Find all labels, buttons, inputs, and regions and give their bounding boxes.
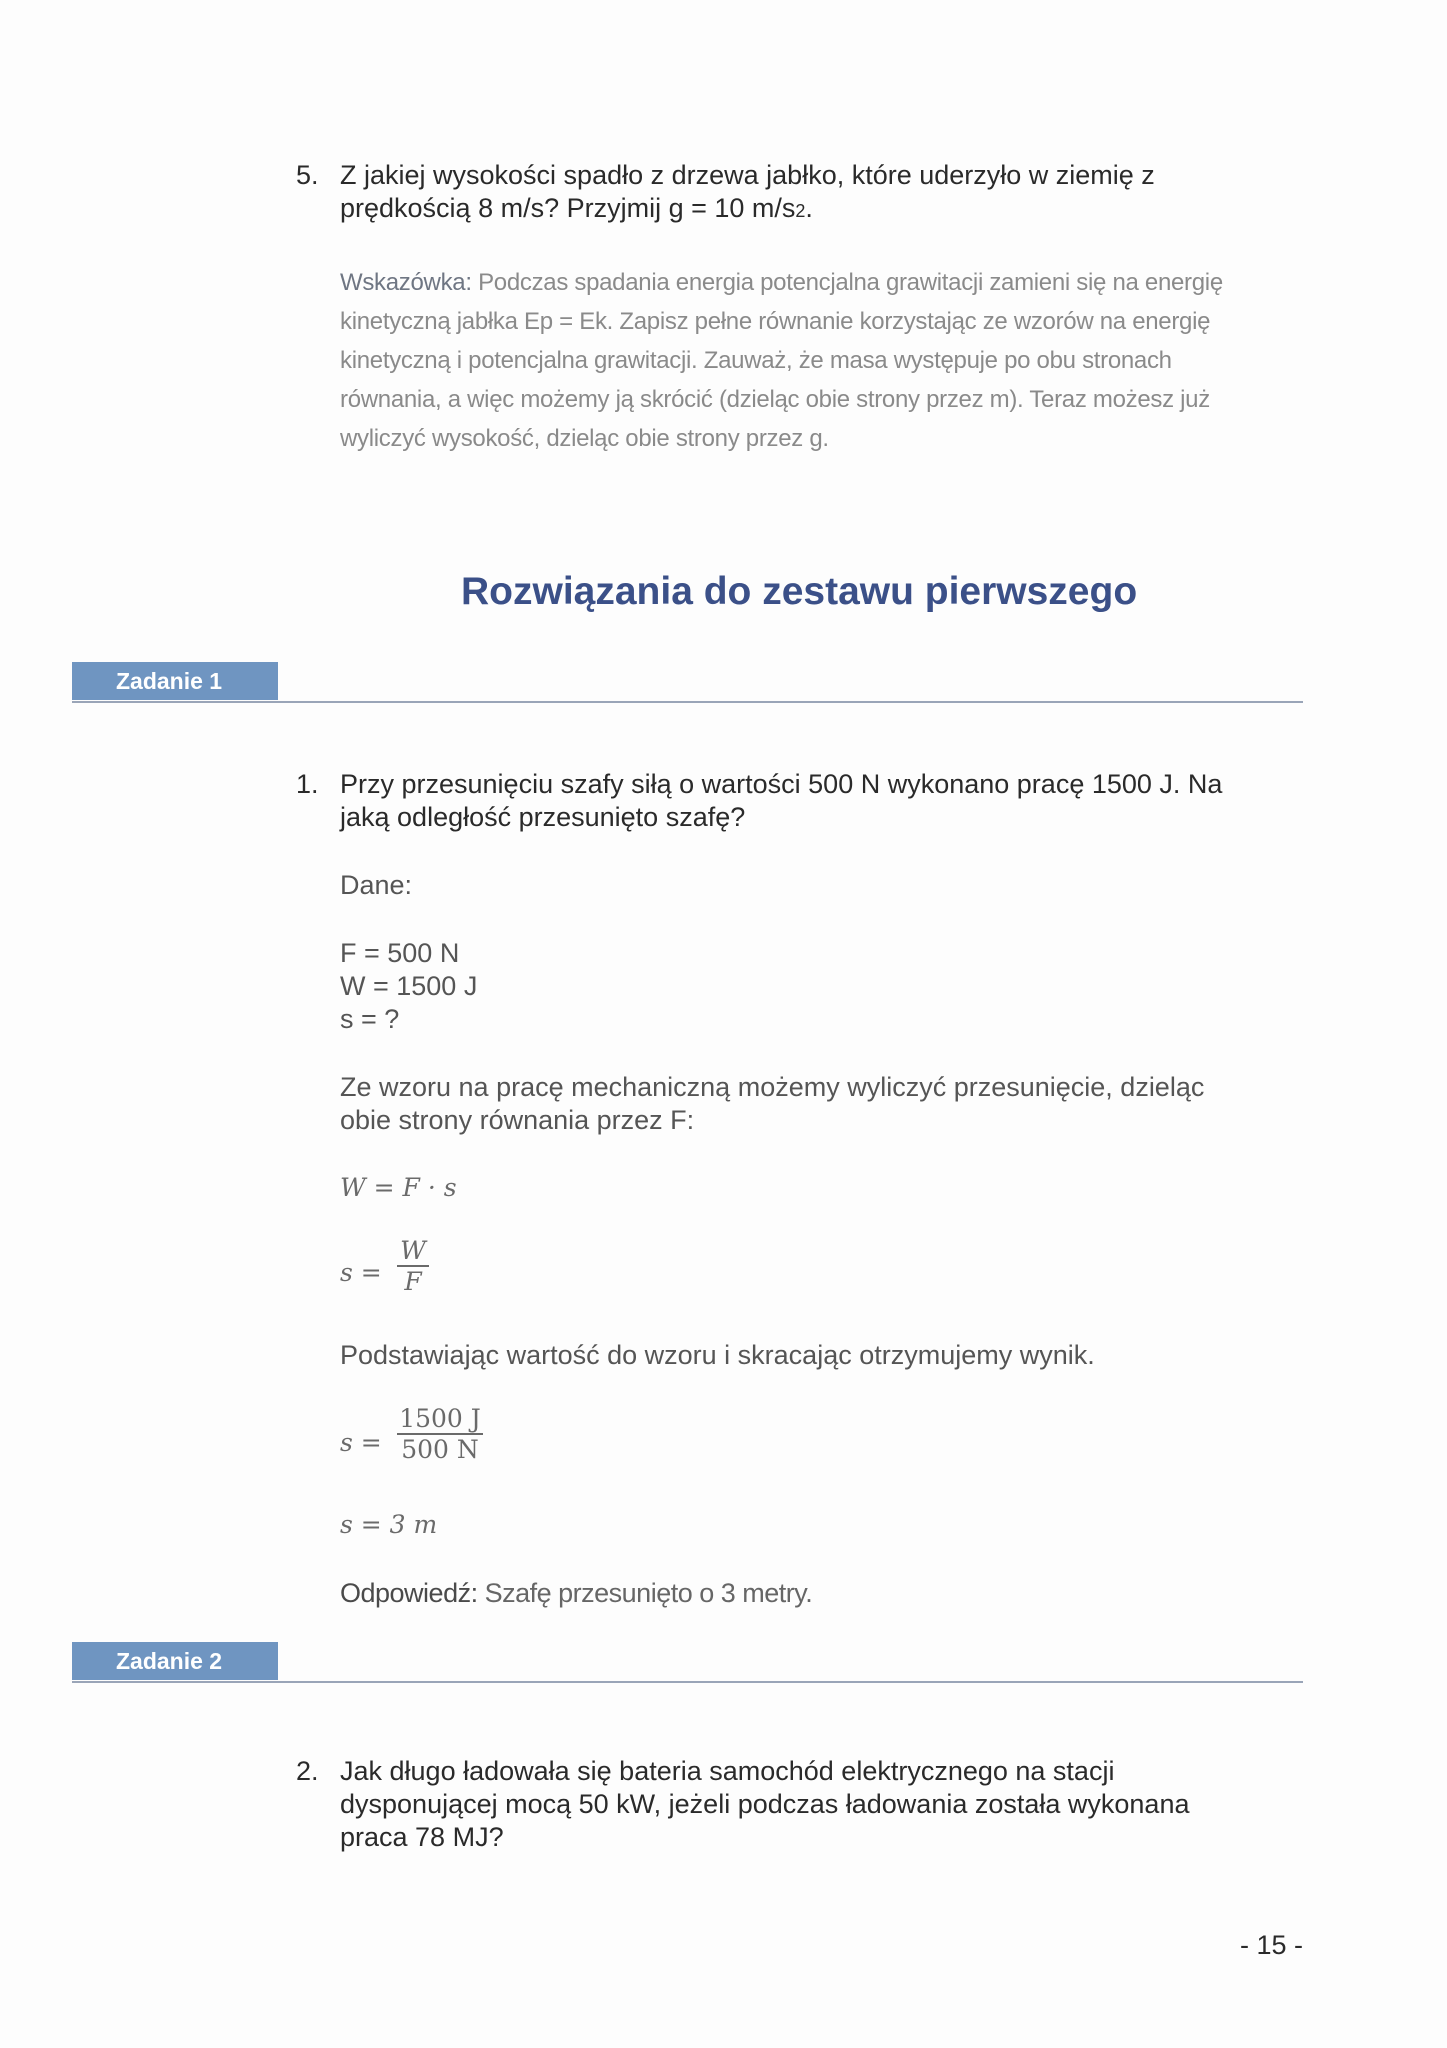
hint-line-4: równania, a więc możemy ją skrócić (dzieląc obie strony przez m). Teraz możesz już [340, 386, 1210, 413]
question-5-line-2-text: prędkością 8 m/s? Przyjmij g = 10 m/s [340, 193, 796, 223]
question-2-line-1: Jak długo ładowała się bateria samochód elektrycznego na stacji [340, 1756, 1115, 1786]
zadanie-2-label: Zadanie 2 [72, 1642, 278, 1680]
formula-3-fraction [397, 1404, 483, 1464]
answer-text: Szafę przesunięto o 3 metry. [477, 1578, 813, 1608]
given-label: Dane: [340, 870, 413, 900]
formula-2-numerator: W [400, 1236, 426, 1265]
page-number: - 15 - [1239, 1930, 1303, 1960]
zadanie-1-label: Zadanie 1 [72, 662, 278, 700]
question-1-number: 1. [296, 769, 319, 799]
given-force: F = 500 N [340, 938, 460, 968]
question-2-number: 2. [296, 1756, 319, 1786]
question-5-line-2 [340, 192, 813, 228]
explanation-line-1: Ze wzoru na pracę mechaniczną możemy wyliczyć przesunięcie, dzieląc [340, 1072, 1205, 1102]
formula-result: s = 3 m [340, 1510, 438, 1539]
hint-line-3: kinetyczną i potencjalna grawitacji. Zauważ, że masa występuje po obu stronach [340, 347, 1172, 374]
section-title-text: Rozwiązania do zestawu pierwszego [461, 570, 1138, 613]
substitute-text: Podstawiając wartość do wzoru i skracając otrzymujemy wynik. [340, 1340, 1095, 1370]
formula-3-denominator: 500 N [401, 1435, 479, 1464]
formula-2-denominator: F [404, 1267, 422, 1296]
hint-line [340, 263, 1280, 302]
zadanie-2-divider [72, 1681, 1303, 1683]
question-1-line-1: Przy przesunięciu szafy siłą o wartości 500 N wykonano pracę 1500 J. Na [340, 769, 1223, 799]
formula-2-fraction [397, 1236, 429, 1296]
hint-label: Wskazówka: [340, 269, 472, 296]
formula-2-lhs: s = [340, 1258, 382, 1287]
given-work: W = 1500 J [340, 971, 478, 1001]
formula-3-lhs: s = [340, 1428, 382, 1457]
formula-3-numerator: 1500 J [399, 1404, 481, 1433]
question-2-line-3: praca 78 MJ? [340, 1822, 504, 1852]
formula-work: W = F · s [340, 1173, 457, 1202]
question-2-line-2: dysponującej mocą 50 kW, jeżeli podczas ładowania została wykonana [340, 1789, 1190, 1819]
question-5-number: 5. [296, 160, 319, 190]
hint-line-1: Podczas spadania energia potencjalna grawitacji zamieni się na energię [471, 269, 1223, 296]
answer-label: Odpowiedź: [340, 1578, 478, 1608]
answer [340, 1578, 812, 1609]
question-5-line-1: Z jakiej wysokości spadło z drzewa jabłko, które uderzyło w ziemię z [340, 160, 1155, 190]
question-1-line-2: jaką odległość przesunięto szafę? [340, 802, 746, 832]
question-5-exponent: 2 [795, 201, 806, 221]
hint-line-2: kinetyczną jabłka Ep = Ek. Zapisz pełne równanie korzystając ze wzorów na energię [340, 308, 1211, 335]
given-distance: s = ? [340, 1004, 400, 1034]
question-5-line-2-end: . [805, 193, 813, 223]
explanation-line-2: obie strony równania przez F: [340, 1105, 695, 1135]
hint-line-5: wyliczyć wysokość, dzieląc obie strony przez g. [340, 425, 829, 452]
zadanie-1-divider [72, 701, 1303, 703]
hint-block [340, 263, 1280, 458]
